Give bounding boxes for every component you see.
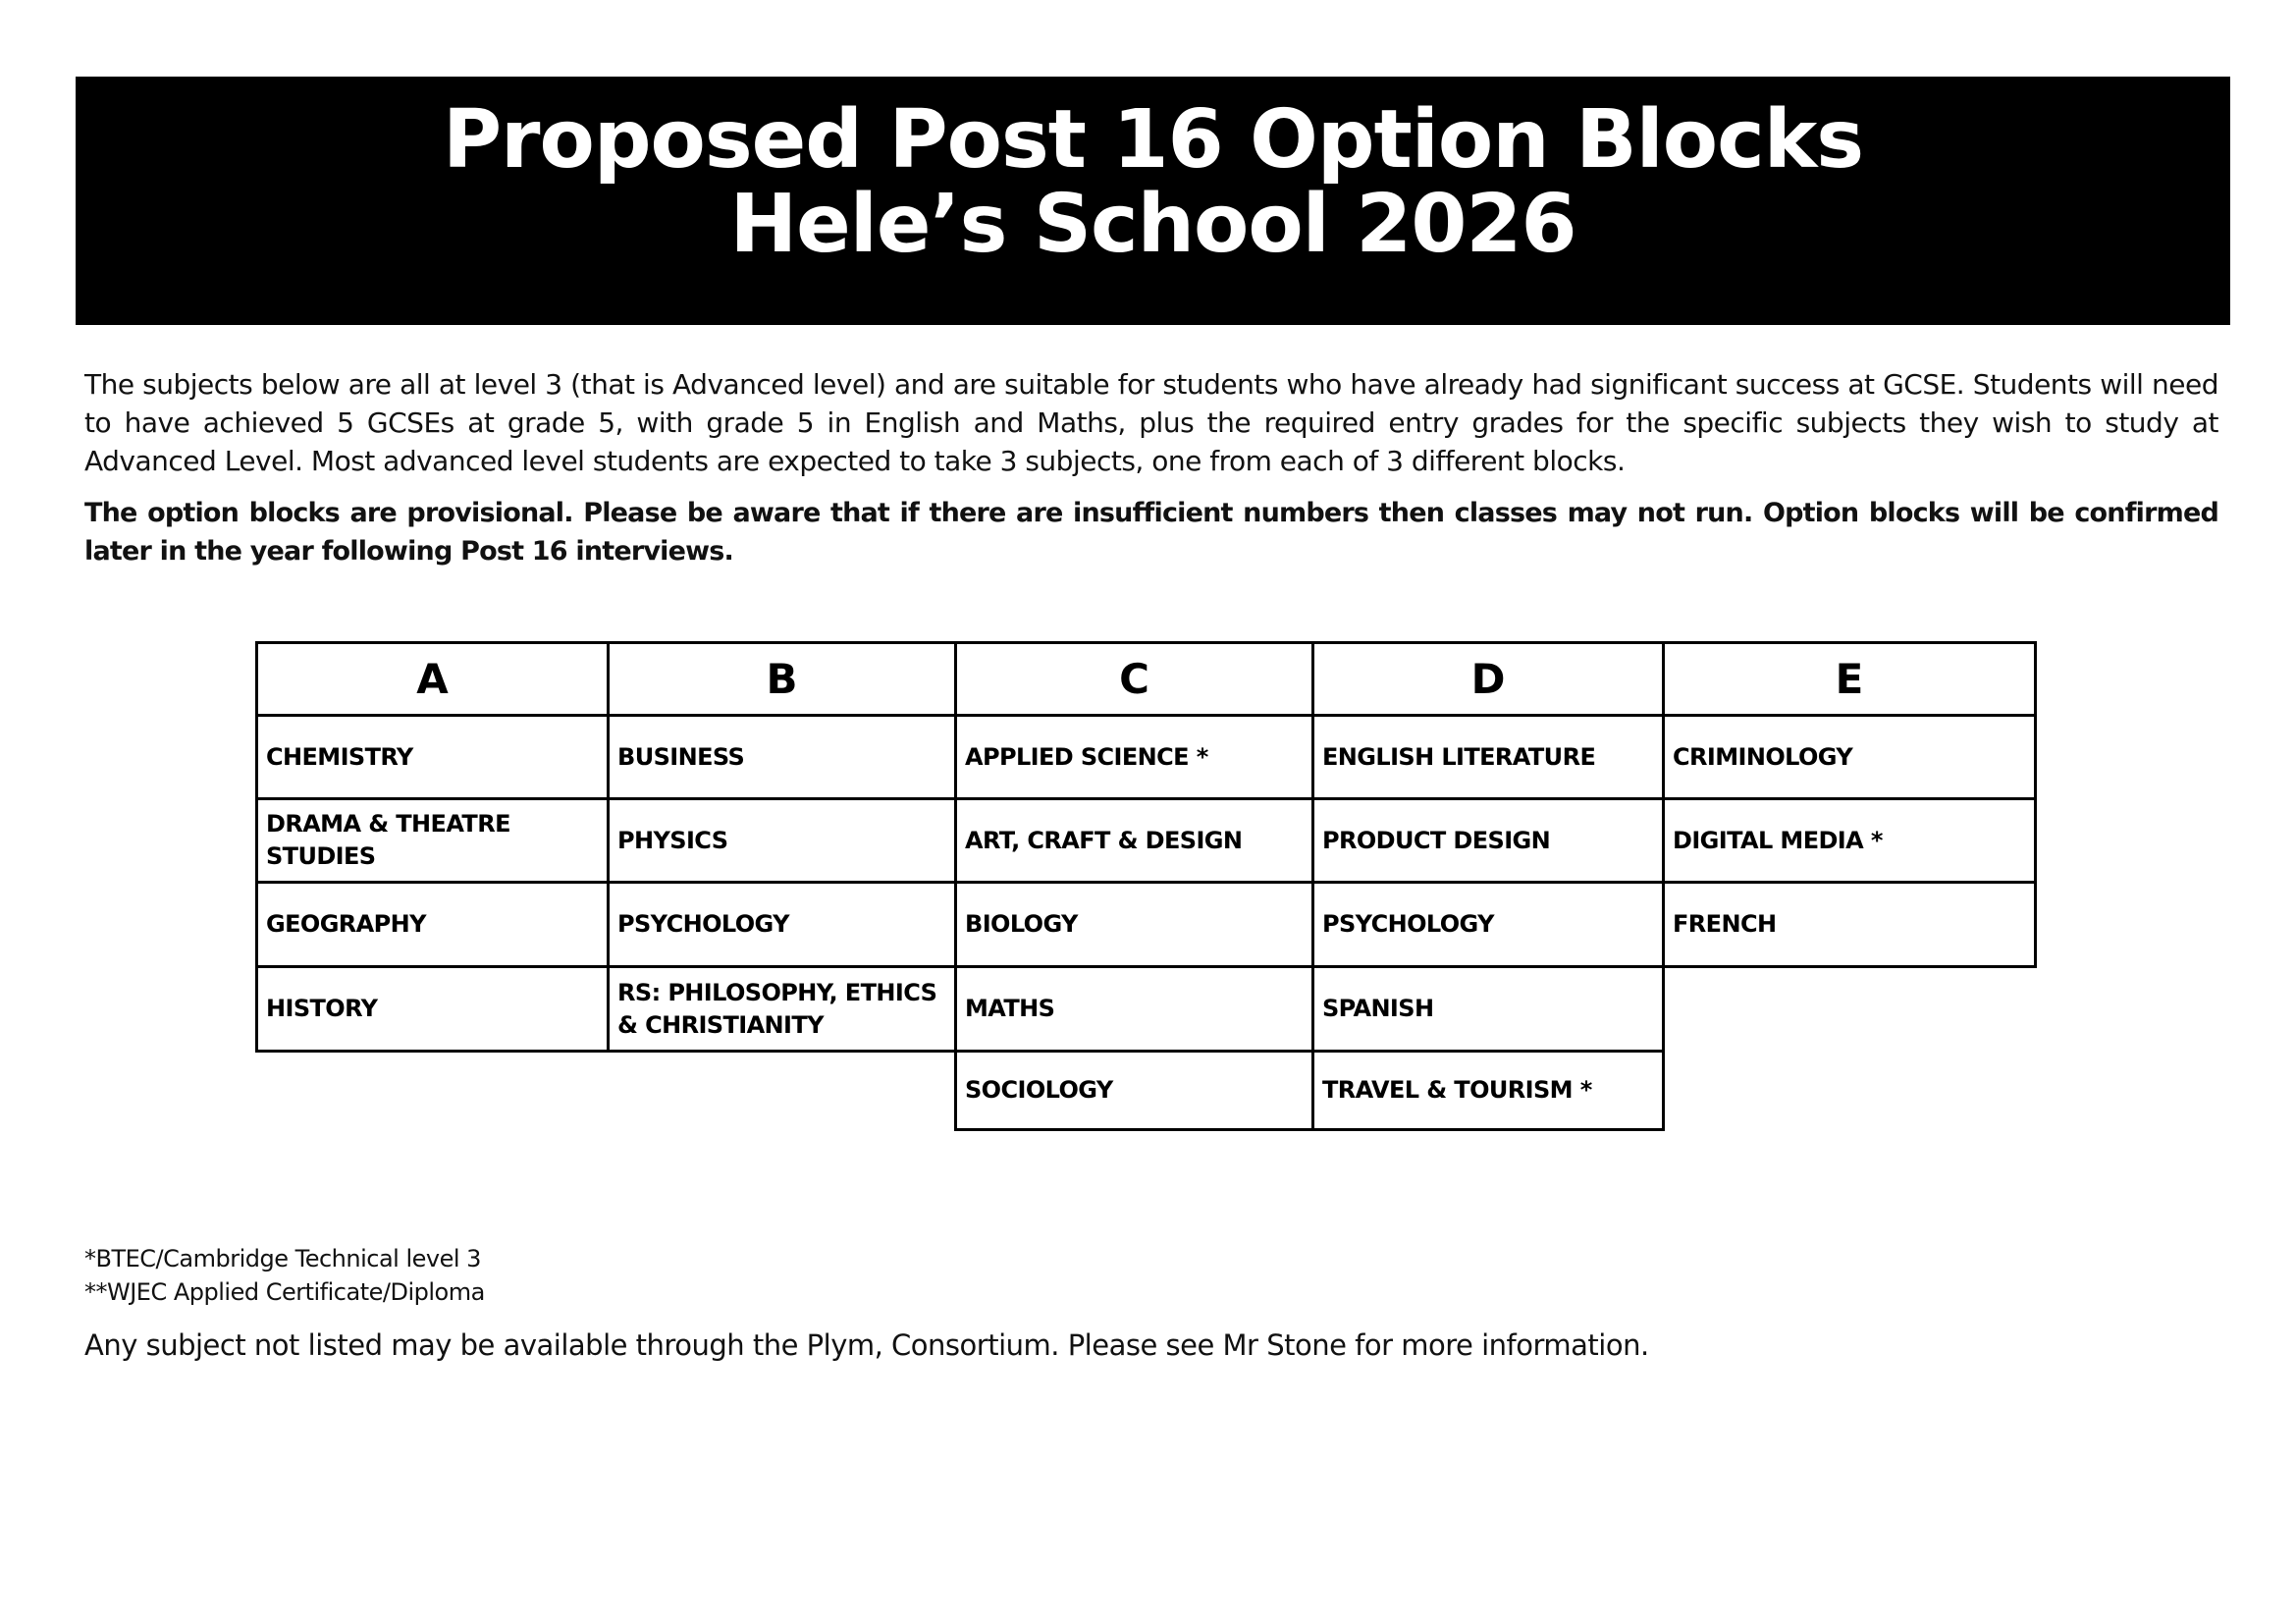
subject-cell: BUSINESS [607, 714, 957, 800]
intro-paragraph: The subjects below are all at level 3 (that is Advanced level) and are suitable for students who have already had significant success at GCSE. Students will need to have achieved 5 GCSEs at grade 5, with grade 5 in English and Maths, plus the required entry grades for the specific subjects they wish to study at Advanced Level. Most advanced level students are expected to take 3 subjects, one from each of 3 different blocks. [84, 368, 2218, 477]
subject-cell: PSYCHOLOGY [607, 881, 957, 968]
subject-cell: ART, CRAFT & DESIGN [954, 797, 1314, 884]
block-header-c: C [954, 641, 1314, 717]
subject-cell: APPLIED SCIENCE * [954, 714, 1314, 800]
subject-cell: TRAVEL & TOURISM * [1311, 1050, 1665, 1131]
page-subtitle: Hele’s School 2026 [729, 178, 1576, 271]
subject-cell: ENGLISH LITERATURE [1311, 714, 1665, 800]
footnote-wjec: **WJEC Applied Certificate/Diploma [84, 1278, 485, 1306]
block-header-e: E [1662, 641, 2037, 717]
subject-cell: DRAMA & THEATRE STUDIES [255, 797, 610, 884]
provisional-notice: The option blocks are provisional. Please be aware that if there are insufficient numbers then classes may not run. Option blocks will be confirmed later in the year following Post 16 interviews. [84, 498, 2218, 567]
subject-cell: SOCIOLOGY [954, 1050, 1314, 1131]
subject-cell: CHEMISTRY [255, 714, 610, 800]
subject-cell: PHYSICS [607, 797, 957, 884]
subject-cell: FRENCH [1662, 881, 2037, 968]
subject-cell: DIGITAL MEDIA * [1662, 797, 2037, 884]
title-banner [76, 77, 2230, 325]
subject-cell: MATHS [954, 965, 1314, 1053]
subject-cell: HISTORY [255, 965, 610, 1053]
footnote-btec: *BTEC/Cambridge Technical level 3 [84, 1245, 481, 1272]
intro-section [84, 365, 2218, 570]
block-header-d: D [1311, 641, 1665, 717]
subject-cell: PSYCHOLOGY [1311, 881, 1665, 968]
subject-cell: BIOLOGY [954, 881, 1314, 968]
subject-cell: GEOGRAPHY [255, 881, 610, 968]
block-header-a: A [255, 641, 610, 717]
subject-cell: CRIMINOLOGY [1662, 714, 2037, 800]
page-title: Proposed Post 16 Option Blocks [442, 93, 1864, 187]
subject-cell: SPANISH [1311, 965, 1665, 1053]
subject-cell: RS: PHILOSOPHY, ETHICS & CHRISTIANITY [607, 965, 957, 1053]
subject-cell: PRODUCT DESIGN [1311, 797, 1665, 884]
consortium-info: Any subject not listed may be available through the Plym, Consortium. Please see Mr Stone for more information. [84, 1328, 1649, 1362]
block-header-b: B [607, 641, 957, 717]
